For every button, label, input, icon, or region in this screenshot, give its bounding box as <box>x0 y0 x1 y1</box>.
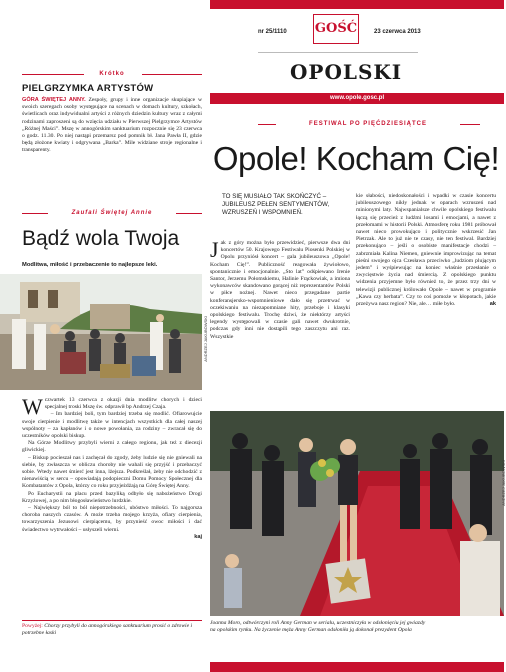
article-title-opole: Opole! Kocham Cię! <box>212 140 500 177</box>
article-title-wola: Bądź wola Twoja <box>22 227 180 250</box>
section-label-zaufali <box>22 210 202 216</box>
krotko-label-text: Krótko <box>95 71 128 77</box>
caption-label: Powyżej: <box>22 623 43 629</box>
paragraph-text: ak z góry można było przewidzieć, pierwsze dwa dni koncertów 50. Krajowego Festiwalu Piosenki Polskiej w Opolu przyniósł koncert – gala jubileuszowa „Opole! Kocham Cię!”. Publiczność reagowała żywiołowo, spontanicznie i emocjonalnie. „Sto lat” odśpiewano Irenie Santor, Jerzemu Połomskiemu, Halinie Frąckowiak, a imiona wykonawców skandowano gorącej niż reprezentantów Polski w piłce nożnej. Nawet nieco przegadane partie konferansjersko-wspomnieniowe dało się przetrwać w oczekiwaniu na niezapomniane hity, przeboje i klasyki opolskiego festiwalu. Trochę dziwi, że niektórzy artyści legendy występowali w czasie gali nawet dwukrotnie, podczas gdy inni nie dostąpili tego zaszczytu ani raz. Wszystkie <box>210 240 350 340</box>
photo-pilgrims <box>0 274 202 390</box>
photo-ceremony <box>210 411 504 616</box>
article-body-pielgrzymka <box>22 97 202 155</box>
photo-credit: ANDRZEJ JAKUBOWSKI <box>203 316 208 362</box>
article-lead-wola: Modlitwa, miłość i przebaczenie to najlepsze leki. <box>22 262 158 268</box>
masthead-divider <box>258 52 418 53</box>
photo-pilgrims-image <box>0 274 202 390</box>
drop-cap: W <box>22 394 43 419</box>
article-title-pielgrzymka: PIELGRZYMKA ARTYSTÓW <box>22 83 154 94</box>
location-lead: GÓRA ŚWIĘTEJ ANNY. <box>22 97 86 103</box>
photo-credit: ANDRZEJ JAKUBOWSKI <box>501 460 506 506</box>
paragraph: – Biskup pocieszał nas i zachęcał do zgody, żeby ludzie się nie gniewali na siebie, by zwłaszcza w obliczu choroby nie wahali się przyjść i przebaczyć sobie. Wtedy nawet śmierć jest inna, lżejsza. Podkreślał, żeby nie odchodzić z nienawiścią w sercu – opowiadają podopieczni Domu Pomocy Społecznej dla Kombatantów z Opola, którzy co roku przyjeżdżają na Górę Świętej Anny. <box>22 454 202 490</box>
photo-caption-opole: Joanna Moro, odtwórczyni roli Anny German w serialu, uczestniczyła w odsłonięciu jej gwiazdy na opolskim rynku. Na życzenie męża Anny German odsłoniła ją dokonał prezydent Opola <box>210 620 426 633</box>
section-label-krotko <box>22 71 202 77</box>
article-body-opole-col2 <box>356 193 496 308</box>
article-text: Zespoły, grupy i inne organizacje skupiające w swoich szeregach osoby występujące na scenach w domach kultury, szkołach, świetlicach oraz indywidualni artyści z różnych dziedzin kultury wraz z całymi rodzinami zaproszeni są do wzięcia udziału w Pierwszej Pielgrzymce Artystów „Różnej Maści”. Mszę w annogórskim sanktuarium rozpocznie się 23 czerwca o godz. 11.30. Po niej nastąpi przemarsz pod pomnik bł. Jana Pawła II, gdzie będą złożone kwiaty i odgrywana „Barka”. Mile widziane stroje regionalne i transparenty. <box>22 97 202 154</box>
article-body-wola <box>22 394 202 541</box>
article-lead-opole: TO SIĘ MUSIAŁO TAK SKOŃCZYĆ – JUBILEUSZ PEŁEN SENTYMENTÓW, WZRUSZEŃ I WSPOMNIEŃ. <box>222 193 330 216</box>
zaufali-label-text: Zaufali Świętej Annie <box>71 210 153 216</box>
website-url: www.opole.gosc.pl <box>330 95 385 101</box>
publication-date: 23 czerwca 2013 <box>374 29 421 35</box>
paragraph: – Im bardziej boli, tym bardziej trzeba się modlić. Ofiarowujcie swoje cierpienie i modlitwę także w intencjach wszystkich dla całej naszej wspólnoty – za kapłanów i o nowe powołania, za rodziny – zwracał się do uczestników opolski biskup. <box>22 411 202 440</box>
paragraph: Po Eucharystii na placu przed bazyliką odbyło się nabożeństwo Drogi Krzyżowej, a po nim błogosławieństwo lurdzkie. <box>22 490 202 504</box>
paragraph-text: czwartek 13 czerwca z okazji dnia modlitw chorych i dzieci specjalnej troski Mszę św. odprawił bp Andrzej Czaja. <box>44 397 202 411</box>
paragraph: – Największy ból to ból niepotrzebności, ubóstwo miłości. To najgorsza choroba naszych czasów. A może trzeba mojego krzyża, ofiary cierpienia, towarzyszenia Jezusowi cierpiącemu, by przynieść owoc miłości i dać świadectwo wytrwałości – usłyszeli wierni. <box>22 505 202 533</box>
caption-text: Chorzy przybyli do annogórskiego sanktuarium prosić o zdrowie i potrzebne łaski <box>22 623 193 636</box>
article-body-opole-col1 <box>210 237 350 341</box>
section-label-festiwal: FESTIWAL PO PIĘĆDZIESIĄTCE <box>309 121 427 127</box>
edition-title: OPOLSKI <box>290 60 403 84</box>
photo-caption-wola <box>22 623 202 637</box>
caption-rule <box>22 620 202 621</box>
author-signature: ak <box>489 301 496 308</box>
paragraph: Na Górze Modlitwy przybyli wierni z całego regionu, jak też z diecezji gliwickiej. <box>22 440 202 454</box>
paragraph-text: kie słabości, niedoskonałości i wpadki w czasie koncertu jubileuszowego nikły jednak w oparach wzruszeń nad minionymi laty. Najwspanialsze chwile opolskiego festiwalu łączą się przecież z ludźmi losami i emocjami, a nawet z przełomami w historii Polski. Atmosferę roku 1981 próbował nawet nieco prowokująco i politycznie wskrzesić Jan Pietrzak. Ale to już nie te czasy, nie ten festiwal. Bardziej przekonująco – jeśli o osobiste manifestacje chodzi – zabrzmiała Kalina Niemen, gniewnie improwizując na temat pieśni swojego ojca Czesława przeciwko „ludziom plującym jedem” i wyśpiewując na koniec właśnie przesłanie o zwycięstwie życia nad śmiercią. Z opolskiego punktu widzenia przyjemne było również to, że przez trzy dni w telewizji publicznej królowało Opole – nawet w programie „Kawa czy herbata”. Czy to coś pomoże w kłopotach, jakie przeżywa nasz region? Nie, ale… miłe było. <box>356 193 496 308</box>
bottom-color-bar <box>210 662 504 672</box>
photo-ceremony-image <box>210 411 504 616</box>
author-signature: kaj <box>194 533 202 540</box>
drop-cap: J <box>210 237 219 262</box>
issue-number: nr 25/1110 <box>258 29 287 35</box>
paragraph <box>22 394 202 419</box>
gosc-logo: GOŚĆ <box>313 14 359 44</box>
top-color-bar <box>210 0 504 9</box>
